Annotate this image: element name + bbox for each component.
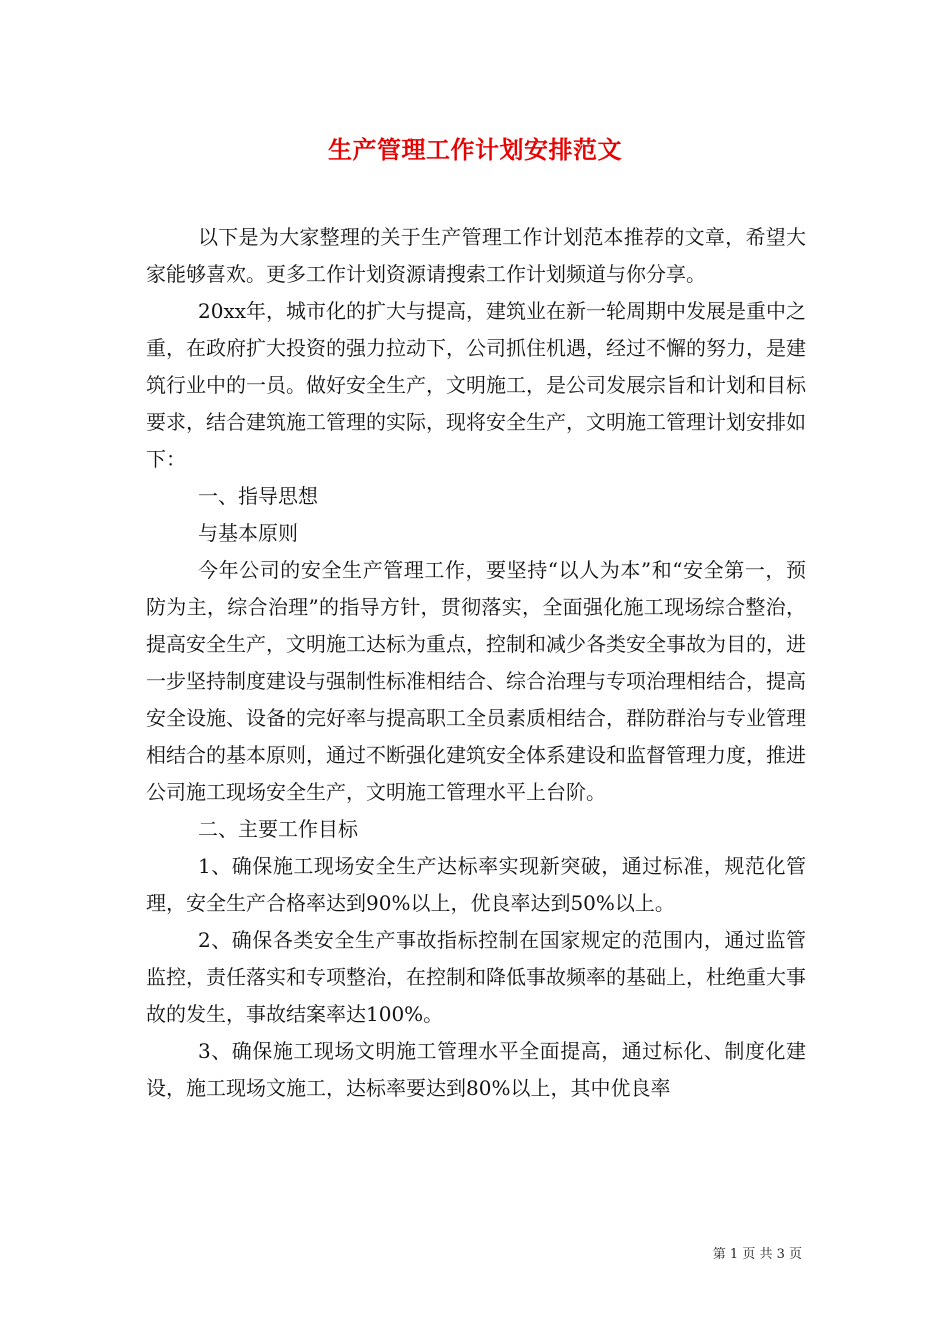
paragraph-goal-1: 1、确保施工现场安全生产达标率实现新突破，通过标准，规范化管理，安全生产合格率达到90%以上，优良率达到50%以上。: [146, 854, 806, 915]
paragraph-goal-2: 2、确保各类安全生产事故指标控制在国家规定的范围内，通过监管监控，责任落实和专项整治，在控制和降低事故频率的基础上，杜绝重大事故的发生，事故结案率达100%。: [146, 928, 806, 1026]
heading-basic-principles: 与基本原则: [198, 521, 298, 545]
heading-guiding-thought: 一、指导思想: [198, 484, 318, 508]
paragraph-intro: 以下是为大家整理的关于生产管理工作计划范本推荐的文章，希望大家能够喜欢。更多工作计划资源请搜索工作计划频道与你分享。: [146, 225, 806, 286]
paragraph-goal-3: 3、确保施工现场文明施工管理水平全面提高，通过标化、制度化建设，施工现场文施工，达标率要达到80%以上，其中优良率: [146, 1039, 806, 1100]
document-body: [146, 219, 806, 1107]
heading-main-goals: 二、主要工作目标: [198, 817, 358, 841]
document-title: 生产管理工作计划安排范文: [328, 136, 622, 164]
paragraph-principles: 今年公司的安全生产管理工作，要坚持“以人为本”和“安全第一，预防为主，综合治理”的指导方针，贯彻落实，全面强化施工现场综合整治，提高安全生产，文明施工达标为重点，控制和减少各类安全事故为目的，进一步坚持制度建设与强制性标准相结合、综合治理与专项治理相结合，提高安全设施、设备的完好率与提高职工全员素质相结合，群防群治与专业管理相结合的基本原则，通过不断强化建筑安全体系建设和监督管理力度，推进公司施工现场安全生产，文明施工管理水平上台阶。: [146, 558, 806, 804]
paragraph-background: 20xx年，城市化的扩大与提高，建筑业在新一轮周期中发展是重中之重，在政府扩大投资的强力拉动下，公司抓住机遇，经过不懈的努力，是建筑行业中的一员。做好安全生产，文明施工，是公司发展宗旨和计划和目标要求，结合建筑施工管理的实际，现将安全生产，文明施工管理计划安排如下：: [146, 299, 807, 471]
page-number-footer: 第 1 页 共 3 页: [712, 1247, 802, 1262]
